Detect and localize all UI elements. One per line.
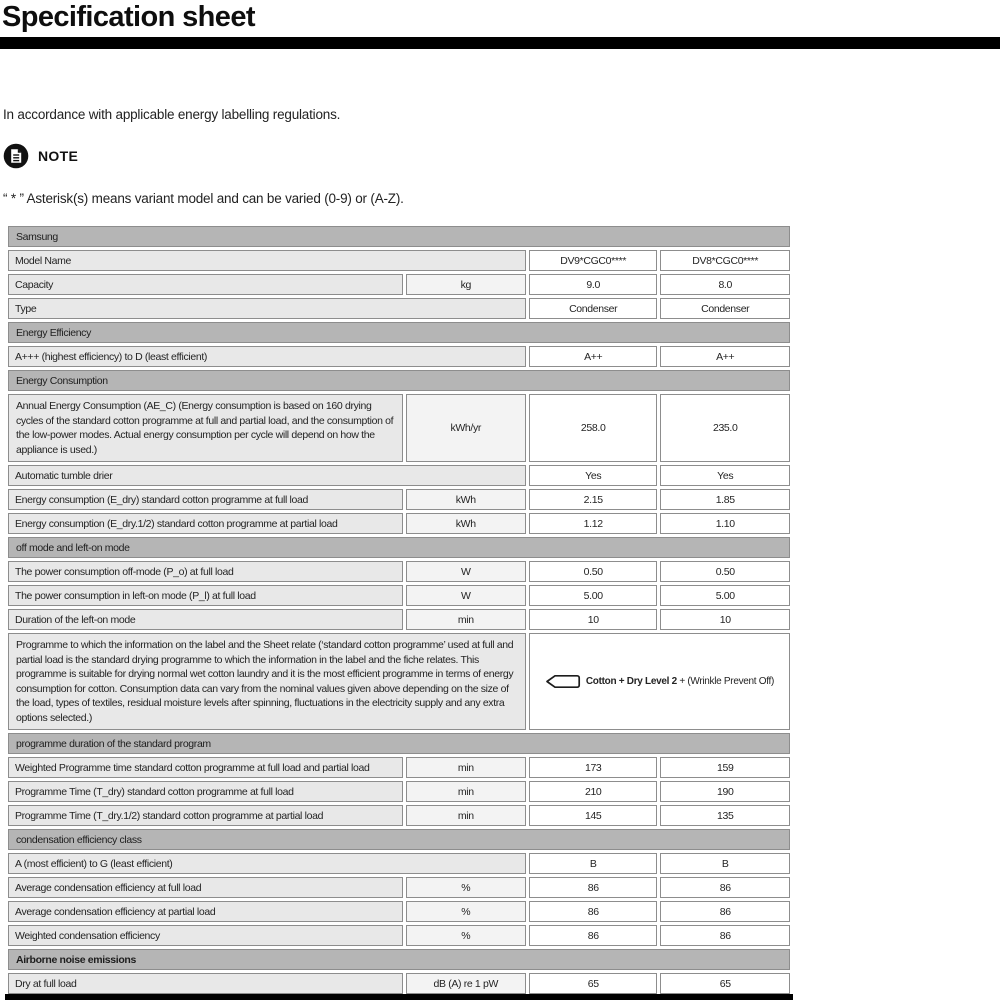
value-cell: 0.50 <box>529 561 657 582</box>
value-cell: DV9*CGC0**** <box>529 250 657 271</box>
spec-label-cell: Capacity <box>8 274 403 295</box>
spec-data-row <box>8 561 790 582</box>
value-cell: B <box>660 853 790 874</box>
value-cell: A++ <box>529 346 657 367</box>
value-cell: 235.0 <box>660 394 790 462</box>
spec-data-row <box>8 973 790 994</box>
spec-data-row <box>8 781 790 802</box>
spec-label-cell: Energy consumption (E_dry) standard cotton programme at full load <box>8 489 403 510</box>
value-cell: 86 <box>529 901 657 922</box>
value-cell: 86 <box>660 901 790 922</box>
value-cell: 0.50 <box>660 561 790 582</box>
unit-cell: kWh/yr <box>406 394 526 462</box>
spec-label-cell: The power consumption off-mode (P_o) at full load <box>8 561 403 582</box>
spec-data-row <box>8 805 790 826</box>
spec-label-cell: The power consumption in left-on mode (P_l) at full load <box>8 585 403 606</box>
spec-label-cell: Type <box>8 298 526 319</box>
spec-data-row <box>8 274 790 295</box>
spec-data-row <box>8 609 790 630</box>
spec-data-row <box>8 465 790 486</box>
asterisk-note: “ * ” Asterisk(s) means variant model and can be varied (0-9) or (A-Z). <box>3 191 404 206</box>
spec-data-row <box>8 585 790 606</box>
value-cell: 86 <box>660 925 790 946</box>
programme-value-cell <box>529 633 790 730</box>
section-header-row <box>8 226 790 247</box>
note-label: NOTE <box>38 148 79 164</box>
spec-data-row <box>8 925 790 946</box>
value-cell: A++ <box>660 346 790 367</box>
intro-text: In accordance with applicable energy labelling regulations. <box>3 107 341 122</box>
spec-label-cell: Model Name <box>8 250 526 271</box>
section-header-cell: condensation efficiency class <box>8 829 790 850</box>
page-bottom-cut-bar <box>5 994 793 1000</box>
unit-cell: min <box>406 781 526 802</box>
unit-cell: kWh <box>406 513 526 534</box>
value-cell: 65 <box>660 973 790 994</box>
value-cell: 190 <box>660 781 790 802</box>
programme-extra: + (Wrinkle Prevent Off) <box>676 676 775 687</box>
value-cell: 1.10 <box>660 513 790 534</box>
section-header-row <box>8 322 790 343</box>
value-cell: 159 <box>660 757 790 778</box>
section-header-row <box>8 733 790 754</box>
section-header-row <box>8 537 790 558</box>
value-cell: Yes <box>529 465 657 486</box>
spec-label-cell: Dry at full load <box>8 973 403 994</box>
value-cell: 135 <box>660 805 790 826</box>
spec-label-cell: Automatic tumble drier <box>8 465 526 486</box>
spec-data-row <box>8 757 790 778</box>
value-cell: 86 <box>529 877 657 898</box>
section-header-cell: Samsung <box>8 226 790 247</box>
spec-table <box>5 223 793 997</box>
section-header-row <box>8 829 790 850</box>
value-cell: DV8*CGC0**** <box>660 250 790 271</box>
value-cell: 1.85 <box>660 489 790 510</box>
value-cell: Yes <box>660 465 790 486</box>
spec-label-cell: A+++ (highest efficiency) to D (least efficient) <box>8 346 526 367</box>
value-cell: 145 <box>529 805 657 826</box>
spec-data-row <box>8 901 790 922</box>
page-title: Specification sheet <box>2 1 255 33</box>
value-cell: 10 <box>660 609 790 630</box>
spec-data-row <box>8 489 790 510</box>
value-cell: B <box>529 853 657 874</box>
programme-value <box>536 674 783 689</box>
unit-cell: W <box>406 561 526 582</box>
value-cell: 9.0 <box>529 274 657 295</box>
section-header-cell: Energy Consumption <box>8 370 790 391</box>
unit-cell: min <box>406 805 526 826</box>
title-underline-bar <box>0 37 1000 49</box>
unit-cell: W <box>406 585 526 606</box>
spec-label-cell: Programme Time (T_dry.1/2) standard cotton programme at partial load <box>8 805 403 826</box>
section-header-cell: Airborne noise emissions <box>8 949 790 970</box>
value-cell: Condenser <box>529 298 657 319</box>
unit-cell: min <box>406 757 526 778</box>
spec-label-cell: Annual Energy Consumption (AE_C) (Energy consumption is based on 160 drying cycles of the standard cotton programme at full and partial load, and the consumption of the low-power modes. Actual energy consumption per cycle will depend on how the appliance is used.) <box>8 394 403 462</box>
spec-table-body <box>8 226 790 994</box>
spec-label-cell: Energy consumption (E_dry.1/2) standard cotton programme at partial load <box>8 513 403 534</box>
spec-data-row <box>8 877 790 898</box>
spec-data-row <box>8 394 790 462</box>
unit-cell: kg <box>406 274 526 295</box>
value-cell: 258.0 <box>529 394 657 462</box>
spec-data-row <box>8 346 790 367</box>
unit-cell: dB (A) re 1 pW <box>406 973 526 994</box>
value-cell: 86 <box>529 925 657 946</box>
value-cell: 1.12 <box>529 513 657 534</box>
programme-name: Cotton + Dry Level 2 <box>585 676 677 687</box>
value-cell: 5.00 <box>529 585 657 606</box>
value-cell: 10 <box>529 609 657 630</box>
value-cell: 65 <box>529 973 657 994</box>
section-header-cell: off mode and left-on mode <box>8 537 790 558</box>
note-icon <box>3 143 29 169</box>
spec-label-cell: Average condensation efficiency at full load <box>8 877 403 898</box>
spec-label-cell: Weighted condensation efficiency <box>8 925 403 946</box>
spec-label-cell: Programme to which the information on the label and the Sheet relate (‘standard cotton programme’ used at full and partial load is the standard drying programme to which the information in the label and the fiche relates. This programme is suitable for drying normal wet cotton laundry and it is the most efficient programme in terms of energy consumption for cotton. Consumption data can vary from the nominal values given above depending on the size of the load, types of textiles, residual moisture levels after spinning, fluctuations in the electricity supply and any extra options selected.) <box>8 633 526 730</box>
spec-label-cell: Average condensation efficiency at partial load <box>8 901 403 922</box>
spec-label-cell: A (most efficient) to G (least efficient) <box>8 853 526 874</box>
programme-value-text <box>586 676 774 687</box>
spec-label-cell: Programme Time (T_dry) standard cotton programme at full load <box>8 781 403 802</box>
spec-data-row <box>8 250 790 271</box>
spec-data-row <box>8 298 790 319</box>
value-cell: Condenser <box>660 298 790 319</box>
section-header-row <box>8 949 790 970</box>
note-heading <box>3 143 1000 169</box>
section-header-cell: programme duration of the standard program <box>8 733 790 754</box>
unit-cell: % <box>406 877 526 898</box>
section-header-row <box>8 370 790 391</box>
unit-cell: % <box>406 925 526 946</box>
spec-label-cell: Duration of the left-on mode <box>8 609 403 630</box>
value-cell: 210 <box>529 781 657 802</box>
unit-cell: % <box>406 901 526 922</box>
value-cell: 173 <box>529 757 657 778</box>
value-cell: 86 <box>660 877 790 898</box>
unit-cell: min <box>406 609 526 630</box>
spec-data-row <box>8 513 790 534</box>
value-cell: 2.15 <box>529 489 657 510</box>
cotton-tag-icon <box>545 674 581 689</box>
spec-data-row <box>8 633 790 730</box>
spec-data-row <box>8 853 790 874</box>
section-header-cell: Energy Efficiency <box>8 322 790 343</box>
unit-cell: kWh <box>406 489 526 510</box>
spec-label-cell: Weighted Programme time standard cotton programme at full load and partial load <box>8 757 403 778</box>
value-cell: 5.00 <box>660 585 790 606</box>
value-cell: 8.0 <box>660 274 790 295</box>
